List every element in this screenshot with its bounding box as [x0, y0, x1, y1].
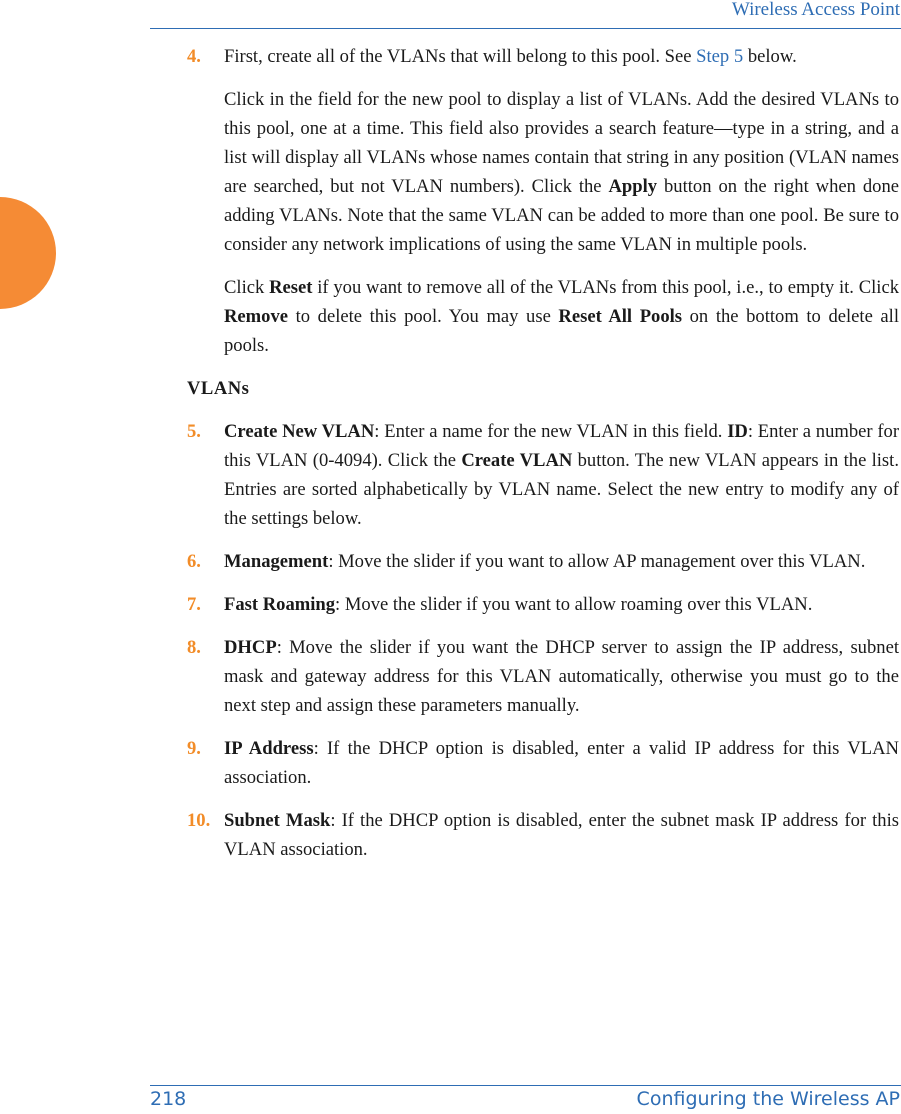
- header-title: Wireless Access Point: [731, 0, 900, 20]
- step-number: 5.: [187, 421, 201, 442]
- step-paragraph: Create New VLAN: Enter a name for the new VLAN in this field. ID: Enter a number for this VLAN (0-4094). Click the Create VLAN button. The new VLAN appears in the list. Entries are sorted alphabetically by VLAN name. Select the new entry to modify any of the settings below.: [224, 421, 900, 529]
- page-number: 218: [150, 1088, 187, 1110]
- step-6: [187, 547, 899, 576]
- step-number: 8.: [187, 637, 201, 658]
- step-number: 7.: [187, 594, 201, 615]
- step-paragraph: DHCP: Move the slider if you want the DHCP server to assign the IP address, subnet mask and gateway address for this VLAN automatically, otherwise you must go to the next step and assign these parameters manually.: [224, 637, 899, 716]
- step-paragraph: Management: Move the slider if you want to allow AP management over this VLAN.: [224, 551, 866, 572]
- step-5: [187, 417, 899, 533]
- step-paragraph: Subnet Mask: If the DHCP option is disabled, enter the subnet mask IP address for this VLAN association.: [224, 810, 900, 860]
- page-footer: [150, 1085, 901, 1110]
- step-9: [187, 734, 899, 792]
- section-heading-vlans: VLANs: [187, 378, 250, 399]
- step-7: [187, 590, 899, 619]
- step-10: [187, 806, 899, 864]
- page-header: [150, 0, 901, 29]
- step-paragraph: IP Address: If the DHCP option is disabled, enter a valid IP address for this VLAN association.: [224, 738, 899, 788]
- step-5-link[interactable]: Step 5: [696, 46, 744, 67]
- step-paragraph: Click Reset if you want to remove all of the VLANs from this pool, i.e., to empty it. Click Remove to delete this pool. You may use Reset All Pools on the bottom to delete all pools.: [224, 277, 899, 356]
- page-content: [187, 42, 899, 878]
- step-number: 6.: [187, 551, 201, 572]
- step-number: 9.: [187, 738, 201, 759]
- step-4: [187, 42, 899, 360]
- step-paragraph: First, create all of the VLANs that will belong to this pool. See Step 5 below.: [224, 46, 797, 67]
- step-paragraph: Fast Roaming: Move the slider if you want to allow roaming over this VLAN.: [224, 594, 813, 615]
- step-number: 4.: [187, 46, 201, 67]
- chapter-title: Configuring the Wireless AP: [636, 1088, 900, 1110]
- chapter-tab-marker: [0, 197, 56, 309]
- step-number: 10.: [187, 810, 211, 831]
- step-8: [187, 633, 899, 720]
- step-paragraph: Click in the field for the new pool to display a list of VLANs. Add the desired VLANs to this pool, one at a time. This field also provides a search feature—type in a string, and a list will display all VLANs whose names contain that string in any position (VLAN names are searched, but not VLAN numbers). Click the Apply button on the right when done adding VLANs. Note that the same VLAN can be added to more than one pool. Be sure to consider any network implications of using the same VLAN in multiple pools.: [224, 89, 900, 255]
